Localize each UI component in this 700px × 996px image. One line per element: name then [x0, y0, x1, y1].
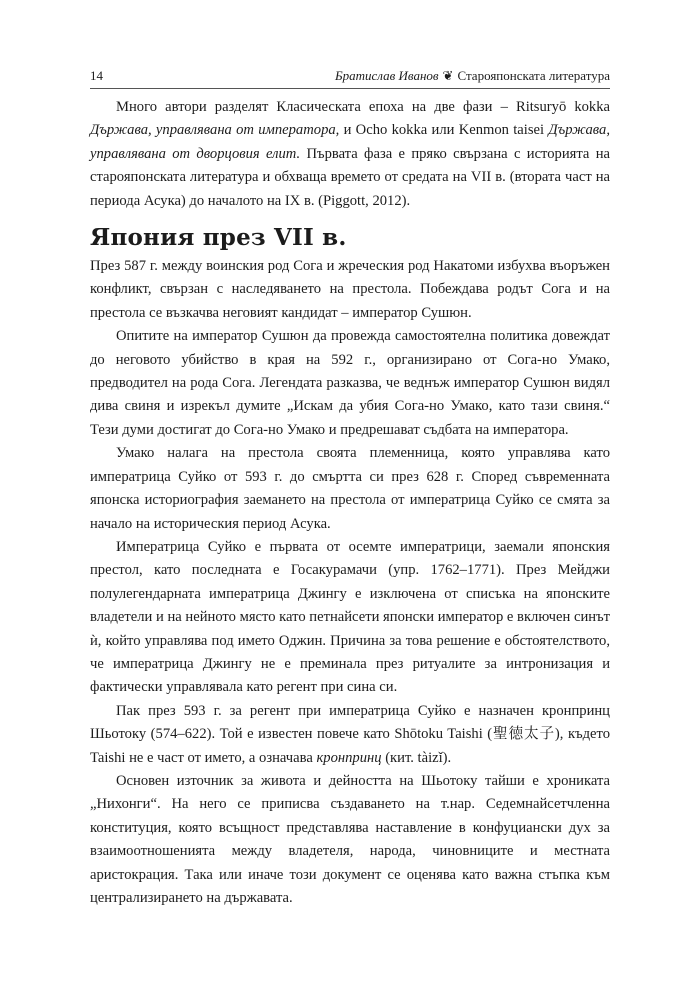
italic-run: кронпринц [316, 749, 382, 766]
paragraph-empresses: Императрица Суйко е първата от осемте императрици, заемали японския престол, като последната е Госакурамачи (упр. 1762–1771). През Мейджи полулегендарната императрица Джингу е изключена от списъка на японските владетели и на нейното място като петнайсети японски император е включен синът ѝ, който управлява под името Оджин. Причина за това решение е обстоятелството, че императрица Джингу не е преминала през ритуалите за интронизация и фактически управлявала като регент при сина си. [90, 538, 610, 696]
paragraph-shotoku [90, 700, 610, 770]
fleuron-icon: ❦ [442, 68, 454, 83]
book-title: Старояпонската литература [457, 68, 610, 83]
paragraph-sushun: Опитите на император Сушюн да провежда самостоятелна политика довеждат до неговото убийство в края на 592 г., организирано от Сога-но Умако, предводител на рода Сога. Легендата разказва, че веднъж император Сушюн видял дива свиня и изрекъл думите „Искам да убия Сога-но Умако, като тази свиня.“ Тези думи достигат до Сога-но Умако и предрешават съдбата на императора. [90, 328, 610, 438]
author-name: Братислав Иванов [334, 68, 439, 83]
text-run: и Ocho kokka или Kenmon taisei [339, 122, 549, 139]
text-run: Първата фаза е пряко свързана с историята на старояпонската литература и обхваща времето от средата на VII в. (втората част на периода Асука) до началото на IX в. (Piggott, 2012). [90, 145, 610, 209]
paragraph-suiko: Умако налага на престола своята племенница, която управлява като императрица Суйко от 593 г. до смъртта си през 628 г. Според съвременната японска историография заемането на престола от императрица Суйко се смята за начало на историческия период Асука. [90, 445, 610, 532]
text-run: Много автори разделят Класическата епоха на две фази – Ritsuryō kokka [116, 99, 610, 115]
paragraph-conflict: През 587 г. между воинския род Сога и жреческия род Накатоми избухва въоръжен конфликт, свързан с наследяването на престола. Побеждава родът Сога и на престола се възкачва неговият кандидат – император Сушюн. [90, 258, 610, 321]
italic-run: Държава, управлявана от императора, [90, 122, 340, 139]
text-run: (кит. tàizǐ). [381, 749, 452, 766]
page-number: 14 [90, 68, 103, 83]
italic-run: Държава, управлявана от дворцовия елит. [90, 122, 610, 162]
text-run: Пак през 593 г. за регент при императрица Суйко е назначен кронпринц Шьотоку (574–622). Той е известен повече като Shōtoku Taishi (聖徳太子), където Taishi не е част от името, а означава [90, 702, 610, 766]
running-title [335, 68, 610, 84]
running-header [90, 66, 610, 89]
paragraph-intro [90, 96, 610, 213]
page-body [90, 96, 610, 910]
section-heading: Япония през VII в. [90, 224, 347, 252]
paragraph-nihongi: Основен източник за живота и дейността на Шьотоку тайши е хрониката „Нихонги“. На него се приписва създаването на т.нар. Седемнайсетчленна конституция, която всъщност представлява наставление в конфуциански дух за взаимоотношенията между владетеля, народа, чиновниците и местната аристокрация. Така или иначе този документ се оценява като важна стъпка към централизирането на държавата. [90, 772, 610, 906]
